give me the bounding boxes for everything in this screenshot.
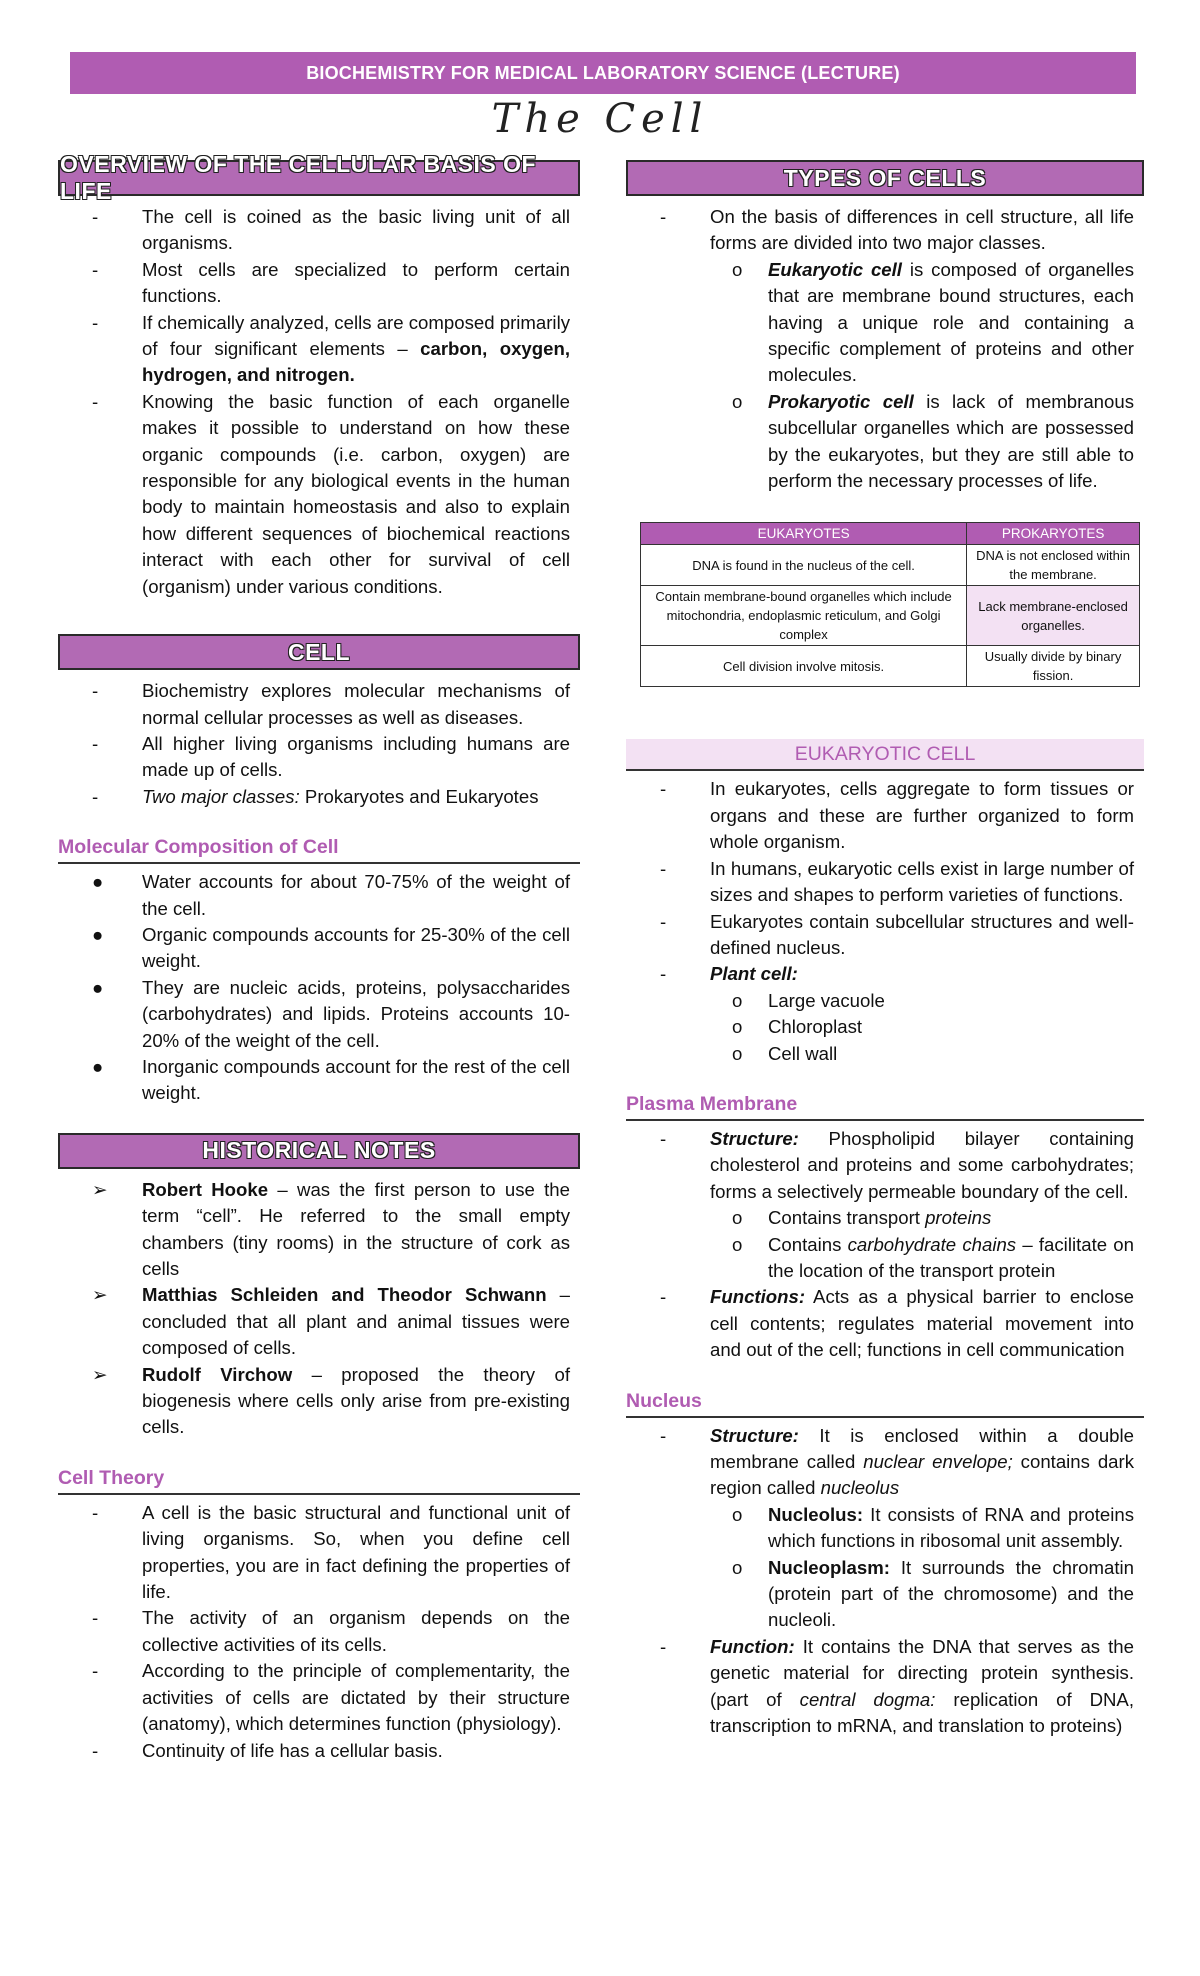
eukaryotic-list: [626, 776, 1144, 1066]
table-cell: DNA is found in the nucleus of the cell.: [641, 545, 967, 586]
circle-bullet-icon: o: [732, 1042, 743, 1064]
list-item: - In humans, eukaryotic cells exist in large number of sizes and shapes to perform varieties of functions.: [660, 857, 1134, 906]
list-item: - All higher living organisms including humans are made up of cells.: [92, 732, 570, 781]
cell-heading: CELL: [58, 634, 580, 670]
table-row: [641, 545, 1140, 586]
arrow-bullet-icon: ➢: [92, 1284, 108, 1306]
circle-bullet-icon: o: [732, 390, 743, 412]
historical-notes-heading: HISTORICAL NOTES: [58, 1133, 580, 1169]
table-header: EUKARYOTES: [641, 523, 967, 545]
dash-bullet: -: [92, 311, 99, 333]
dash-bullet: -: [660, 1635, 667, 1657]
dash-bullet: -: [92, 732, 99, 754]
right-column: [626, 160, 1144, 1739]
bullet-dot-icon: ●: [92, 871, 104, 893]
list-item: - If chemically analyzed, cells are composed primarily of four significant elements – carbon, oxygen, hydrogen, and nitrogen.: [92, 311, 570, 386]
cell-theory-heading: Cell Theory: [58, 1467, 580, 1495]
left-column: [58, 151, 580, 1764]
list-item: - On the basis of differences in cell structure, all life forms are divided into two major classes.: [660, 206, 1134, 254]
list-item: - A cell is the basic structural and functional unit of living organisms. So, when you define cell properties, you are in fact defining the properties of life.: [92, 1501, 570, 1603]
historical-list: [58, 1177, 580, 1441]
course-banner: BIOCHEMISTRY FOR MEDICAL LABORATORY SCIENCE (LECTURE): [70, 52, 1136, 94]
list-item: - Structure: It is enclosed within a double membrane called nuclear envelope; contains dark region called nucleolus: [660, 1424, 1134, 1499]
molecular-composition-heading: Molecular Composition of Cell: [58, 836, 580, 864]
comparison-table: [640, 522, 1140, 687]
plasma-membrane-heading: Plasma Membrane: [626, 1093, 1144, 1121]
list-item: o Large vacuole: [626, 988, 1144, 1014]
list-item: - The activity of an organism depends on the collective activities of its cells.: [92, 1607, 570, 1655]
eukaryotic-cell-heading: EUKARYOTIC CELL: [626, 739, 1144, 771]
circle-bullet-icon: o: [732, 1233, 743, 1255]
nucleus-heading: Nucleus: [626, 1390, 1144, 1418]
arrow-bullet-icon: ➢: [92, 1178, 108, 1200]
dash-bullet: -: [660, 963, 667, 985]
dash-bullet: -: [660, 1424, 667, 1446]
table-cell: Lack membrane-enclosed organelles.: [967, 586, 1140, 646]
dash-bullet: -: [92, 1739, 99, 1761]
list-item: ➢ Rudolf Virchow – proposed the theory of biogenesis where cells only arise from pre-existing cells.: [92, 1363, 570, 1438]
dash-bullet: -: [660, 1286, 667, 1308]
list-item: ● They are nucleic acids, proteins, polysaccharides (carbohydrates) and lipids. Proteins accounts 10-20% of the weight of the cell.: [92, 976, 570, 1051]
cell-list: [58, 678, 580, 810]
dash-bullet: -: [660, 910, 667, 932]
list-item: - Structure: Phospholipid bilayer containing cholesterol and proteins and some carbohydrates; forms a selectively permeable boundary of the cell.: [660, 1127, 1134, 1202]
dash-bullet: -: [92, 1501, 99, 1523]
list-item: ➢ Matthias Schleiden and Theodor Schwann – concluded that all plant and animal tissues were composed of cells.: [92, 1284, 570, 1359]
list-item: - Knowing the basic function of each organelle makes it possible to understand on how these organic compounds (i.e. carbon, oxygen) are responsible for any biological events in the human body to maintain homeostasis and also to explain how different sequences of biochemical reactions interact with each other for survival of cell (organism) under various conditions.: [92, 390, 570, 597]
list-item: - Two major classes: Prokaryotes and Eukaryotes: [58, 784, 580, 810]
dash-bullet: -: [660, 857, 667, 879]
list-item: - The cell is coined as the basic living unit of all organisms.: [92, 206, 570, 254]
nucleus-list: [626, 1423, 1144, 1740]
dash-bullet: -: [660, 778, 667, 800]
dash-bullet: -: [660, 206, 667, 227]
list-item: o Eukaryotic cell is composed of organelles that are membrane bound structures, each having a unique role and containing a specific complement of proteins and other molecules.: [732, 258, 1134, 386]
circle-bullet-icon: o: [732, 989, 743, 1011]
dash-bullet: -: [660, 1127, 667, 1149]
list-item: o Contains transport proteins: [626, 1205, 1144, 1231]
table-cell: Contain membrane-bound organelles which include mitochondria, endoplasmic reticulum, and Golgi complex: [641, 586, 967, 646]
dash-bullet: -: [92, 1607, 99, 1629]
list-item: ● Water accounts for about 70-75% of the weight of the cell.: [92, 871, 570, 919]
list-item: - Continuity of life has a cellular basis.: [58, 1738, 580, 1764]
list-item: o Chloroplast: [626, 1014, 1144, 1040]
page-title: The Cell: [491, 96, 709, 142]
overview-list: [58, 204, 580, 600]
circle-bullet-icon: o: [732, 258, 743, 280]
bullet-dot-icon: ●: [92, 1055, 104, 1077]
list-item: - Most cells are specialized to perform certain functions.: [92, 258, 570, 307]
bullet-dot-icon: ●: [92, 976, 104, 998]
types-list: [626, 204, 1144, 494]
table-cell: Usually divide by binary fission.: [967, 646, 1140, 687]
list-item: - Eukaryotes contain subcellular structures and well-defined nucleus.: [660, 910, 1134, 958]
list-item: - Plant cell:: [626, 961, 1144, 987]
list-item: o Nucleolus: It consists of RNA and proteins which functions in ribosomal unit assembly.: [732, 1503, 1134, 1552]
table-row: [641, 586, 1140, 646]
dash-bullet: -: [92, 206, 99, 227]
dash-bullet: -: [92, 1660, 99, 1682]
dash-bullet: -: [92, 680, 99, 702]
table-cell: DNA is not enclosed within the membrane.: [967, 545, 1140, 586]
table-header: PROKARYOTES: [967, 523, 1140, 545]
list-item: - According to the principle of complementarity, the activities of cells are dictated by their structure (anatomy), which determines function (physiology).: [92, 1660, 570, 1735]
list-item: ● Inorganic compounds account for the rest of the cell weight.: [92, 1055, 570, 1104]
dash-bullet: -: [92, 390, 99, 412]
list-item: o Prokaryotic cell is lack of membranous subcellular organelles which are possessed by the eukaryotes, but they are still able to perform the necessary processes of life.: [732, 390, 1134, 492]
types-of-cells-heading: TYPES OF CELLS: [626, 160, 1144, 196]
list-item: - In eukaryotes, cells aggregate to form tissues or organs and these are further organized to form whole organism.: [660, 778, 1134, 853]
circle-bullet-icon: o: [732, 1016, 743, 1038]
overview-heading: OVERVIEW OF THE CELLULAR BASIS OF LIFE: [58, 160, 580, 196]
list-item: - Functions: Acts as a physical barrier to enclose cell contents; regulates material movement into and out of the cell; functions in cell communication: [660, 1286, 1134, 1361]
circle-bullet-icon: o: [732, 1556, 743, 1578]
cell-theory-list: [58, 1500, 580, 1764]
dash-bullet: -: [92, 785, 99, 807]
list-item: o Contains carbohydrate chains – facilitate on the location of the transport protein: [732, 1233, 1134, 1281]
bullet-dot-icon: ●: [92, 923, 104, 945]
dash-bullet: -: [92, 258, 99, 280]
circle-bullet-icon: o: [732, 1503, 743, 1525]
list-item: - Function: It contains the DNA that serves as the genetic material for directing protein synthesis. (part of central dogma: replication of DNA, transcription to mRNA, and translation to proteins): [660, 1635, 1135, 1737]
list-item: ➢ Robert Hooke – was the first person to use the term “cell”. He referred to the small empty chambers (tiny rooms) in the structure of cork as cells: [92, 1178, 570, 1279]
circle-bullet-icon: o: [732, 1207, 743, 1229]
list-item: ● Organic compounds accounts for 25-30% of the cell weight.: [92, 923, 570, 972]
list-item: o Cell wall: [626, 1041, 1144, 1067]
table-row: [641, 646, 1140, 687]
table-cell: Cell division involve mitosis.: [641, 646, 967, 687]
plasma-membrane-list: [626, 1126, 1144, 1364]
arrow-bullet-icon: ➢: [92, 1363, 108, 1385]
molecular-list: [58, 869, 580, 1107]
list-item: o Nucleoplasm: It surrounds the chromatin (protein part of the chromosome) and the nucleoli.: [732, 1556, 1134, 1631]
list-item: - Biochemistry explores molecular mechanisms of normal cellular processes as well as diseases.: [92, 680, 570, 728]
